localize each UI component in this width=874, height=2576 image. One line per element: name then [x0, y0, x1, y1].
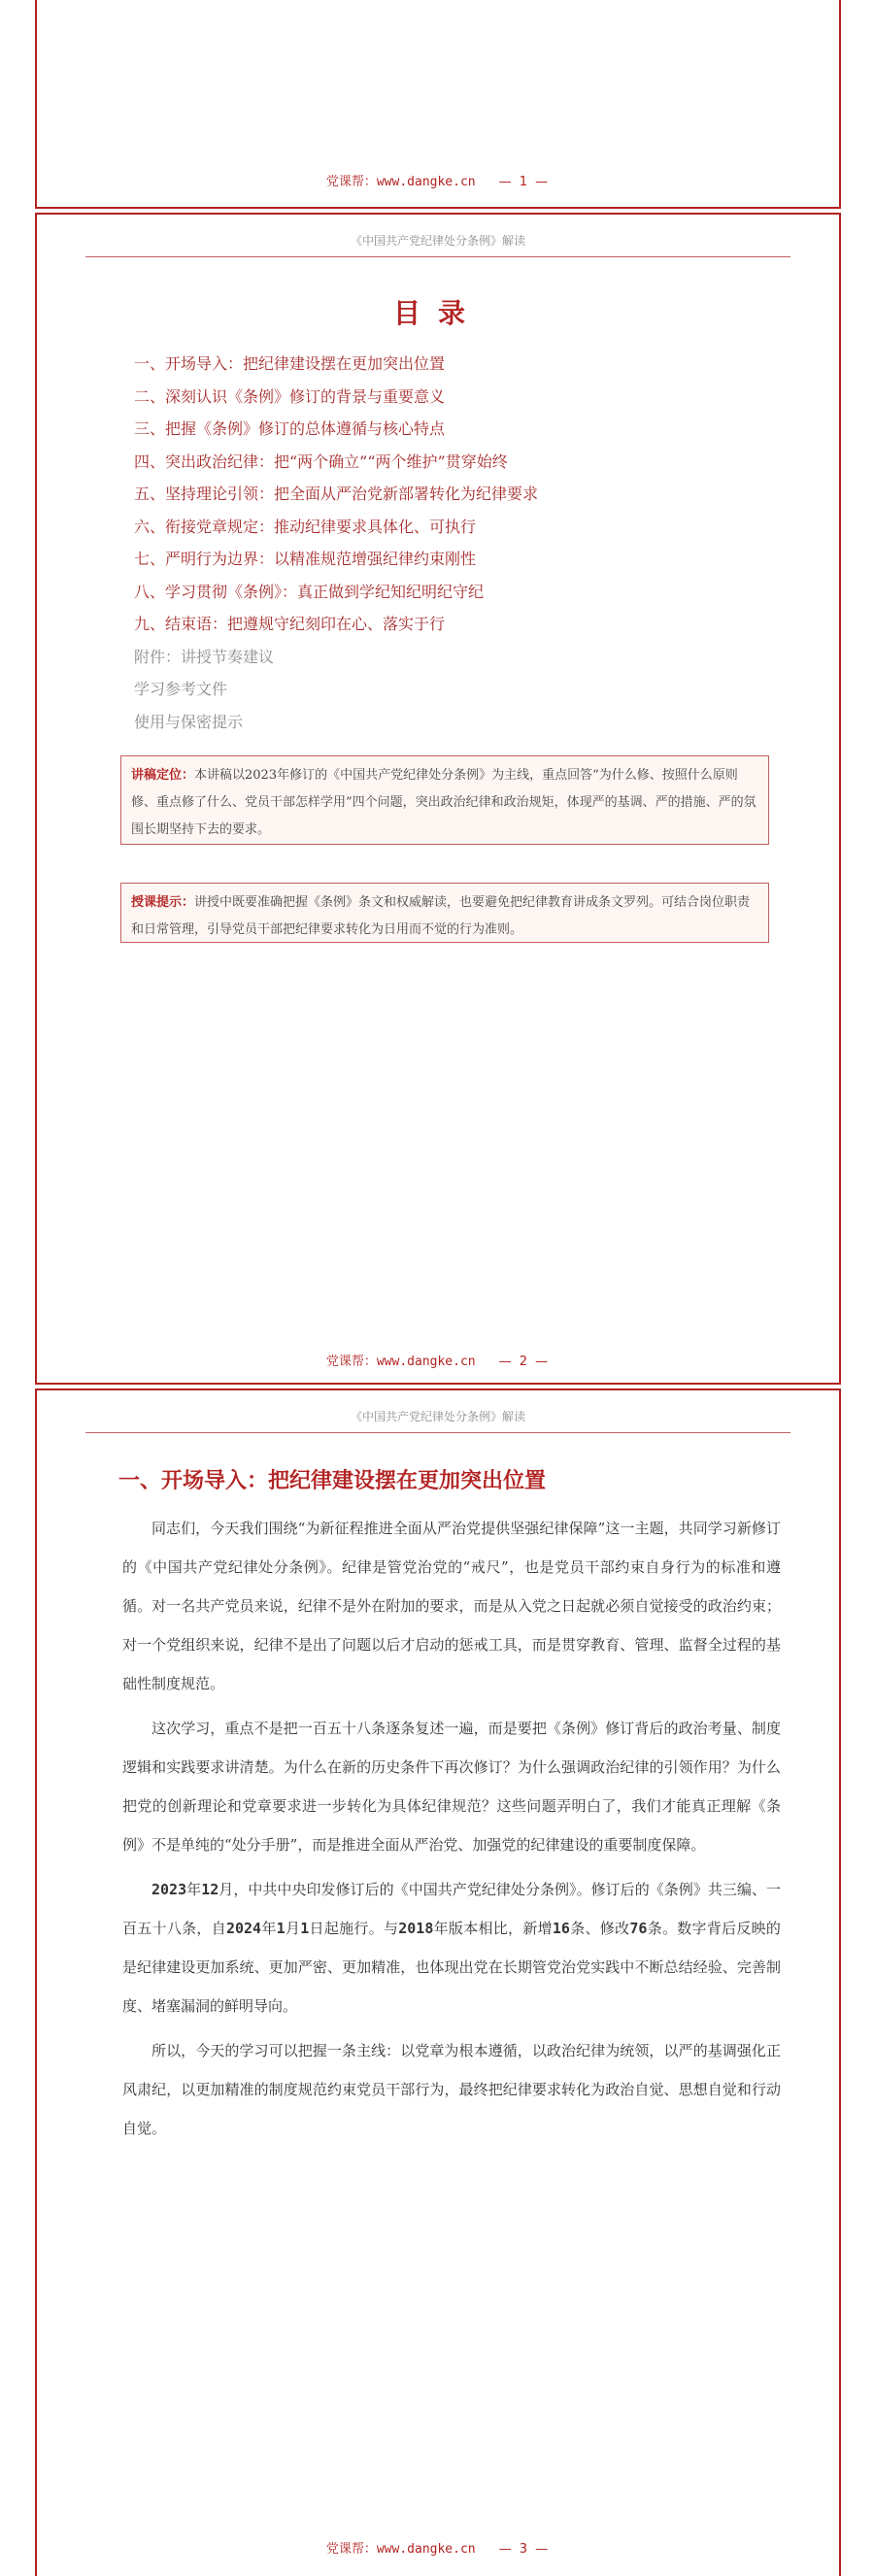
- page-header: 《中国共产党纪律处分条例》解读: [85, 1408, 790, 1433]
- page-footer: [37, 1351, 839, 1369]
- teaching-tip-text: 讲授中既要准确把握《条例》条文和权威解读，也要避免把纪律教育讲成条文罗列。可结合岗位职责和日常管理，引导党员干部把纪律要求转化为日用而不觉的行为准则。: [131, 895, 751, 937]
- toc-item[interactable]: 九、结束语：把遵规守纪刻印在心、落实于行: [134, 615, 446, 633]
- paragraph: 同志们，今天我们围绕“为新征程推进全面从严治党提供坚强纪律保障”这一主题，共同学习新修订的《中国共产党纪律处分条例》。纪律是管党治党的“戒尺”，也是党员干部约束自身行为的标准和遵循。对一名共产党员来说，纪律不是外在附加的要求，而是从入党之日起就必须自觉接受的政治约束；对一个党组织来说，纪律不是出了问题以后才启动的惩戒工具，而是贯穿教育、管理、监督全过程的基础性制度规范。: [122, 1520, 781, 1692]
- page-number: — 3 —: [498, 2542, 551, 2557]
- number: 1: [276, 1920, 286, 1937]
- text-run: 年: [186, 1881, 202, 1898]
- footer-site-link[interactable]: www.dangke.cn: [376, 175, 476, 189]
- page-header: 《中国共产党纪律处分条例》解读: [85, 232, 790, 257]
- text-run: 条。数字背后反映的是纪律建设更加系统、更加严密、更加精准，也体现出党在长期管党治党实践中不断总结经验、完善制度、堵塞漏洞的鲜明导向。: [122, 1920, 781, 2015]
- number: 16: [552, 1920, 570, 1937]
- footer-site-link[interactable]: www.dangke.cn: [376, 1355, 476, 1369]
- toc-item[interactable]: 一、开场导入：把纪律建设摆在更加突出位置: [134, 354, 446, 373]
- toc-item[interactable]: 七、严明行为边界：以精准规范增强纪律约束刚性: [134, 550, 477, 568]
- footer-site-link[interactable]: www.dangke.cn: [376, 2542, 476, 2557]
- section-heading: 一、开场导入：把纪律建设摆在更加突出位置: [118, 1468, 547, 1493]
- page-footer: [37, 2538, 839, 2557]
- toc-item[interactable]: 四、突出政治纪律：把“两个确立”“两个维护”贯穿始终: [134, 452, 508, 471]
- number: 2018: [398, 1920, 434, 1937]
- text-run: 年版本相比，新增: [433, 1920, 553, 1937]
- positioning-note-box: [120, 755, 769, 845]
- page-1: [35, 0, 841, 209]
- toc-item[interactable]: 六、衔接党章规定：推动纪律要求具体化、可执行: [134, 517, 477, 536]
- footer-label: 党课帮：: [325, 2542, 377, 2557]
- number: 2023: [151, 1881, 187, 1898]
- toc-appendix-item[interactable]: 使用与保密提示: [134, 712, 244, 731]
- footer-label: 党课帮：: [325, 175, 377, 189]
- number: 76: [629, 1920, 648, 1937]
- teaching-tip-box: [120, 883, 769, 943]
- page-number: — 1 —: [498, 175, 551, 189]
- toc-appendix-item[interactable]: 附件：讲授节奏建议: [134, 647, 275, 666]
- section-body: [122, 1509, 781, 2154]
- positioning-text: 本讲稿以2023年修订的《中国共产党纪律处分条例》为主线，重点回答“为什么修、按照什么原则修、重点修了什么、党员干部怎样学用”四个问题，突出政治纪律和政治规矩，体现严的基调、严的措施、严的氛围长期坚持下去的要求。: [131, 768, 756, 837]
- page-3: [35, 1388, 841, 2576]
- text-run: 条、修改: [569, 1920, 630, 1937]
- positioning-label: 讲稿定位：: [131, 768, 195, 783]
- page-2: [35, 213, 841, 1385]
- teaching-tip-label: 授课提示：: [131, 895, 195, 910]
- toc-list: [134, 348, 781, 738]
- toc-item[interactable]: 二、深刻认识《条例》修订的背景与重要意义: [134, 386, 446, 406]
- text-run: 年: [261, 1920, 277, 1937]
- paragraph: 这次学习，重点不是把一百五十八条逐条复述一遍，而是要把《条例》修订背后的政治考量、制度逻辑和实践要求讲清楚。为什么在新的历史条件下再次修订？为什么强调政治纪律的引领作用？为什么把党的创新理论和党章要求进一步转化为具体纪律规范？这些问题弄明白了，我们才能真正理解《条例》不是单纯的“处分手册”，而是推进全面从严治党、加强党的纪律建设的重要制度保障。: [122, 1720, 781, 1854]
- toc-item[interactable]: 八、学习贯彻《条例》：真正做到学纪知纪明纪守纪: [134, 582, 485, 601]
- text-run: 月: [285, 1920, 301, 1937]
- paragraph: [122, 1870, 781, 2025]
- page-number: — 2 —: [498, 1355, 551, 1369]
- footer-label: 党课帮：: [325, 1355, 377, 1369]
- toc-item[interactable]: 五、坚持理论引领：把全面从严治党新部署转化为纪律要求: [134, 485, 539, 503]
- paragraph: 所以，今天的学习可以把握一条主线：以党章为根本遵循，以政治纪律为统领，以严的基调强化正风肃纪，以更加精准的制度规范约束党员干部行为，最终把纪律要求转化为政治自觉、思想自觉和行动自觉。: [122, 2042, 781, 2137]
- number: 2024: [225, 1920, 262, 1937]
- number: 1: [300, 1920, 310, 1937]
- toc-item[interactable]: 三、把握《条例》修订的总体遵循与核心特点: [134, 419, 446, 438]
- text-run: 月，中共中央印发修订后的《中国共产党纪律处分条例》。修订后的《条例》共三编、一百五十八条，自: [122, 1881, 781, 1937]
- text-run: 日起施行。与: [309, 1920, 399, 1937]
- number: 12: [201, 1881, 219, 1898]
- toc-title: 目录: [392, 297, 483, 329]
- toc-appendix-item[interactable]: 学习参考文件: [134, 680, 228, 698]
- page-footer: [37, 171, 839, 189]
